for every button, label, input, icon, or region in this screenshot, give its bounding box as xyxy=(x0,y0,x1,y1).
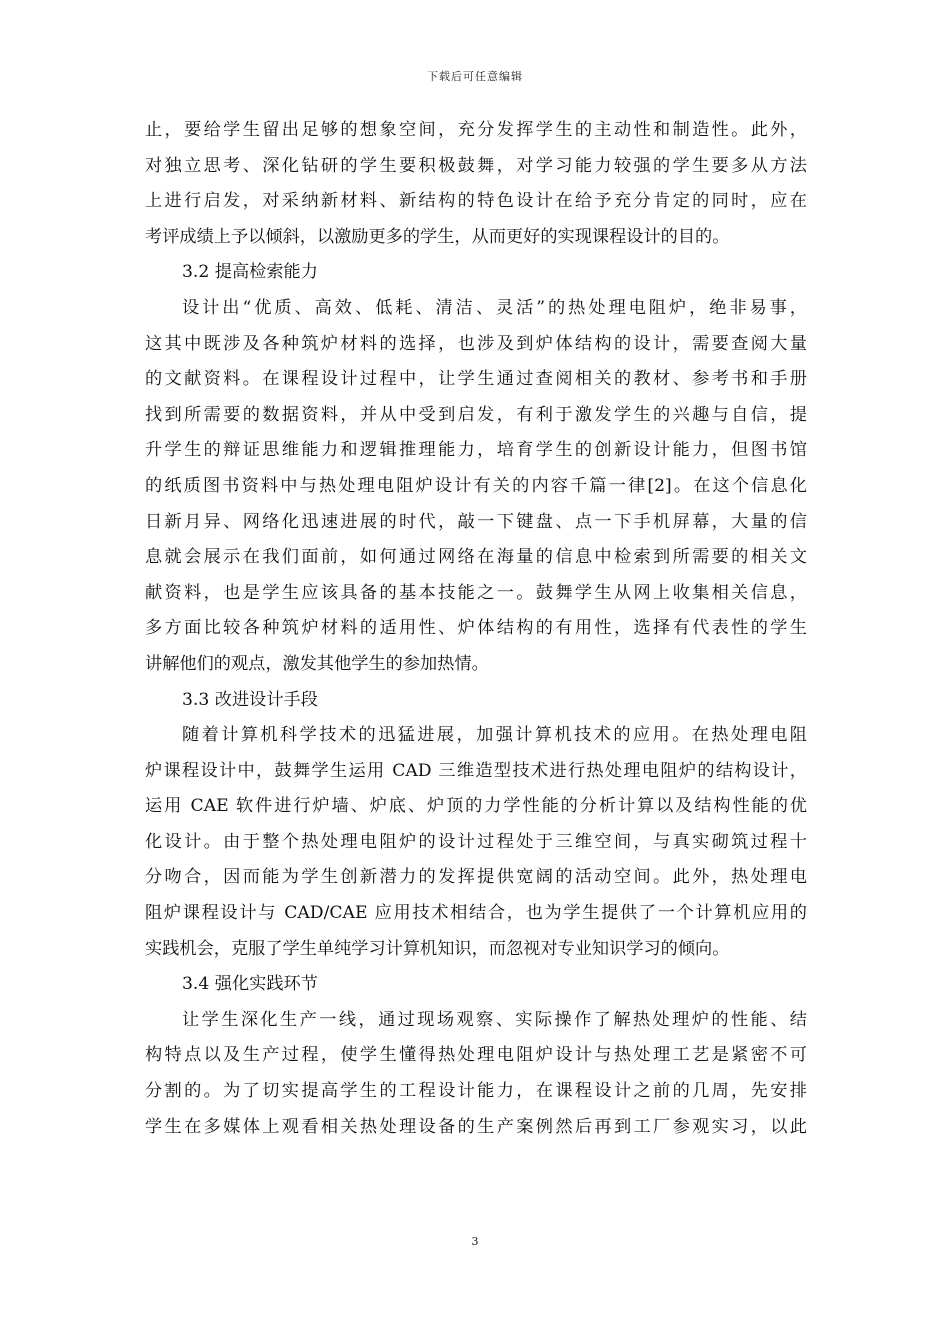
paragraph-line: 随着计算机科学技术的迅猛进展，加强计算机技术的应用。在热处理电阻 xyxy=(182,725,807,746)
paragraph-line: 学生在多媒体上观看相关热处理设备的生产案例然后再到工厂参观实习，以此 xyxy=(145,1116,807,1137)
paragraph-line: 阻炉课程设计与 CAD/CAE 应用技术相结合，也为学生提供了一个计算机应用的 xyxy=(145,903,807,924)
page-header: 下载后可任意编辑 xyxy=(427,70,523,83)
document-body xyxy=(145,113,807,1145)
paragraph-line: 设计出“优质、高效、低耗、清洁、灵活”的热处理电阻炉，绝非易事， xyxy=(182,297,807,318)
page-number: 3 xyxy=(471,1235,479,1248)
paragraph-line: 讲解他们的观点，激发其他学生的参加热情。 xyxy=(145,653,489,674)
paragraph-line: 找到所需要的数据资料，并从中受到启发，有利于激发学生的兴趣与自信，提 xyxy=(145,404,807,425)
paragraph-line: 分割的。为了切实提高学生的工程设计能力，在课程设计之前的几周，先安排 xyxy=(145,1081,807,1102)
paragraph-line: 多方面比较各种筑炉材料的适用性、炉体结构的有用性，选择有代表性的学生 xyxy=(145,618,807,639)
paragraph-line: 升学生的辩证思维能力和逻辑推理能力，培育学生的创新设计能力，但图书馆 xyxy=(145,440,807,461)
paragraph-line: 日新月异、网络化迅速进展的时代，敲一下键盘、点一下手机屏幕，大量的信 xyxy=(145,511,807,532)
paragraph-line: 构特点以及生产过程，使学生懂得热处理电阻炉设计与热处理工艺是紧密不可 xyxy=(145,1045,807,1066)
paragraph-line: 的文献资料。在课程设计过程中，让学生通过查阅相关的教材、参考书和手册 xyxy=(145,369,807,390)
paragraph-line: 分吻合，因而能为学生创新潜力的发挥提供宽阔的活动空间。此外，热处理电 xyxy=(145,867,807,888)
paragraph-line: 对独立思考、深化钻研的学生要积极鼓舞，对学习能力较强的学生要多从方法 xyxy=(145,155,807,176)
paragraph-line: 的纸质图书资料中与热处理电阻炉设计有关的内容千篇一律[2]。在这个信息化 xyxy=(145,475,807,496)
paragraph-line: 止，要给学生留出足够的想象空间，充分发挥学生的主动性和制造性。此外， xyxy=(145,120,807,140)
paragraph-line: 这其中既涉及各种筑炉材料的选择，也涉及到炉体结构的设计，需要查阅大量 xyxy=(145,333,807,354)
paragraph-line: 上进行启发，对采纳新材料、新结构的特色设计在给予充分肯定的同时，应在 xyxy=(145,191,807,212)
section-heading: 3.3 改进设计手段 xyxy=(182,689,318,710)
paragraph-line: 息就会展示在我们面前，如何通过网络在海量的信息中检索到所需要的相关文 xyxy=(145,547,807,568)
paragraph-line: 献资料，也是学生应该具备的基本技能之一。鼓舞学生从网上收集相关信息， xyxy=(145,582,807,603)
paragraph-line: 实践机会，克服了学生单纯学习计算机知识，而忽视对专业知识学习的倾向。 xyxy=(145,938,730,959)
paragraph-line: 炉课程设计中，鼓舞学生运用 CAD 三维造型技术进行热处理电阻炉的结构设计， xyxy=(145,760,807,781)
paragraph-line: 运用 CAE 软件进行炉墙、炉底、炉顶的力学性能的分析计算以及结构性能的优 xyxy=(145,796,807,817)
paragraph-line: 化设计。由于整个热处理电阻炉的设计过程处于三维空间，与真实砌筑过程十 xyxy=(145,831,807,852)
paragraph-line: 考评成绩上予以倾斜，以激励更多的学生，从而更好的实现课程设计的目的。 xyxy=(145,226,730,247)
section-heading: 3.2 提高检索能力 xyxy=(182,262,318,283)
paragraph-line: 让学生深化生产一线，通过现场观察、实际操作了解热处理炉的性能、结 xyxy=(182,1009,807,1030)
section-heading: 3.4 强化实践环节 xyxy=(182,974,318,995)
